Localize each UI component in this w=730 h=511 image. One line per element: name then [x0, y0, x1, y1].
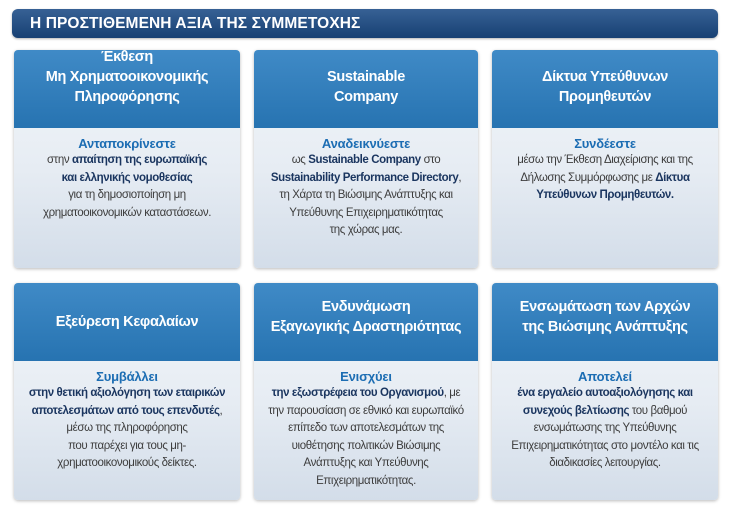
card-verb: Συμβάλλει [96, 369, 158, 384]
body-text: Υπεύθυνης Επιχειρηματικότητας [289, 206, 443, 219]
card-body-line [14, 438, 240, 456]
card-heading-line: Προμηθευτών [558, 89, 652, 105]
body-text: Δήλωσης Συμμόρφωσης με [520, 171, 656, 184]
card-body-line [492, 152, 718, 170]
body-text-emphasis: την εξωστρέφεια του Οργανισμού [271, 387, 444, 399]
card-raising-capital [14, 283, 240, 500]
card-header [492, 50, 718, 128]
card-body-line [254, 385, 478, 403]
card-heading-line: της Βιώσιμης Ανάπτυξης [522, 319, 688, 335]
card-heading-line: Ενσωμάτωση των Αρχών [519, 299, 691, 315]
body-text: στο [420, 154, 441, 166]
card-body-line [14, 205, 240, 223]
card-body-line [492, 420, 718, 438]
body-text: , με [443, 387, 461, 399]
card-body [14, 361, 240, 473]
card-body-line [254, 170, 478, 188]
card-heading-line: Δίκτυα Υπεύθυνων [541, 69, 669, 85]
card-verb: Αποτελεί [578, 369, 632, 384]
body-text-emphasis: ένα εργαλείο αυτοαξιολόγησης και [517, 387, 693, 399]
card-body-line [254, 420, 478, 438]
body-text: για τη δημοσιοποίηση μη [68, 189, 186, 201]
body-text: μέσω την Έκθεση Διαχείρισης και της [517, 154, 693, 166]
body-text: Επιχειρηματικότητας στο μοντέλο και τις [511, 439, 699, 452]
card-body-line [492, 187, 718, 205]
body-text: ενσωμάτωσης της Υπεύθυνης [533, 422, 677, 434]
title-bar [12, 9, 718, 38]
card-body-line [492, 403, 718, 421]
body-text-emphasis: απαίτηση της ευρωπαϊκής [71, 154, 207, 166]
body-text: Ανάπτυξης και Υπεύθυνης [303, 457, 429, 469]
body-text: της χώρας μας. [329, 224, 403, 236]
body-text: ως [291, 154, 309, 166]
card-body [492, 128, 718, 205]
card-body-line [254, 403, 478, 421]
card-export-activity [254, 283, 478, 500]
body-text: του βαθμού [629, 404, 688, 417]
body-text: Επιχειρηματικότητας. [316, 474, 416, 487]
card-body-line [14, 420, 240, 438]
body-text: διαδικασίες λειτουργίας. [549, 457, 661, 469]
card-body-line [254, 152, 478, 170]
body-text: την παρουσίαση σε εθνικό και ευρωπαϊκό [268, 404, 464, 417]
card-heading-line: Sustainable [326, 69, 406, 85]
card-heading-line: Πληροφόρησης [74, 89, 180, 105]
card-body-line [14, 152, 240, 170]
body-text-emphasis: συνεχούς βελτίωσης [522, 404, 630, 417]
card-body-line [14, 403, 240, 421]
card-body [492, 361, 718, 473]
card-body-line [254, 222, 478, 240]
card-heading-line: Έκθεση [101, 50, 153, 65]
card-sustainable-company [254, 50, 478, 268]
card-header [14, 283, 240, 361]
body-text-emphasis: Υπεύθυνων Προμηθευτών. [536, 189, 674, 201]
card-body-line [254, 187, 478, 205]
card-body-line [492, 438, 718, 456]
card-body-line [14, 170, 240, 188]
body-text: υιοθέτησης πολιτικών Βιώσιμης [291, 439, 441, 452]
body-text-emphasis: Δίκτυα [655, 171, 690, 184]
body-text-emphasis: και ελληνικής νομοθεσίας [61, 171, 193, 184]
card-heading-line: Company [334, 89, 398, 105]
card-verb: Ενισχύει [340, 369, 392, 384]
card-heading-line: Εξεύρεση Κεφαλαίων [55, 314, 199, 330]
card-header [254, 50, 478, 128]
card-body [14, 128, 240, 222]
card-verb: Συνδέεστε [574, 136, 636, 151]
body-text-emphasis: Sustainable Company [308, 154, 421, 166]
card-responsible-suppliers [492, 50, 718, 268]
card-heading-line: Εξαγωγικής Δραστηριότητας [270, 319, 462, 335]
body-text-emphasis: αποτελεσμάτων από τους επενδυτές [31, 404, 220, 417]
card-body-line [254, 455, 478, 473]
card-body [254, 128, 478, 240]
body-text: , [219, 404, 223, 417]
body-text: χρηματοοικονομικών καταστάσεων. [42, 206, 211, 219]
card-body-line [14, 455, 240, 473]
body-text: τη Χάρτα τη Βιώσιμης Ανάπτυξης και [279, 189, 453, 201]
card-body-line [14, 385, 240, 403]
card-body [254, 361, 478, 490]
card-body-line [492, 385, 718, 403]
card-body-line [14, 187, 240, 205]
page-title: Η ΠΡΟΣΤΙΘΕΜΕΝΗ ΑΞΙΑ ΤΗΣ ΣΥΜΜΕΤΟΧΗΣ [30, 15, 361, 32]
card-heading-line: Μη Χρηματοοικονομικής [45, 69, 209, 85]
card-verb: Αναδεικνύεστε [321, 136, 411, 151]
card-verb: Ανταποκρίνεστε [78, 136, 176, 151]
card-heading-line: Ενδυνάμωση [321, 299, 411, 315]
body-text-emphasis: στην θετική αξιολόγηση των εταιρικών [28, 387, 226, 399]
body-text: , [458, 171, 462, 184]
card-body-line [492, 170, 718, 188]
body-text: που παρέχει για τους μη- [68, 439, 186, 452]
card-header [492, 283, 718, 361]
body-text: μέσω της πληροφόρησης [66, 422, 188, 434]
card-header [254, 283, 478, 361]
body-text-emphasis: Sustainability Performance Directory [270, 171, 459, 184]
card-body-line [254, 438, 478, 456]
body-text: επίπεδο των αποτελεσμάτων της [288, 422, 444, 434]
card-body-line [254, 205, 478, 223]
card-non-financial-reporting [14, 50, 240, 268]
body-text: χρηματοοικονομικούς δείκτες. [57, 457, 197, 469]
body-text: στην [46, 154, 72, 166]
card-sustainability-principles [492, 283, 718, 500]
card-body-line [492, 455, 718, 473]
card-header [14, 50, 240, 128]
card-body-line [254, 473, 478, 491]
